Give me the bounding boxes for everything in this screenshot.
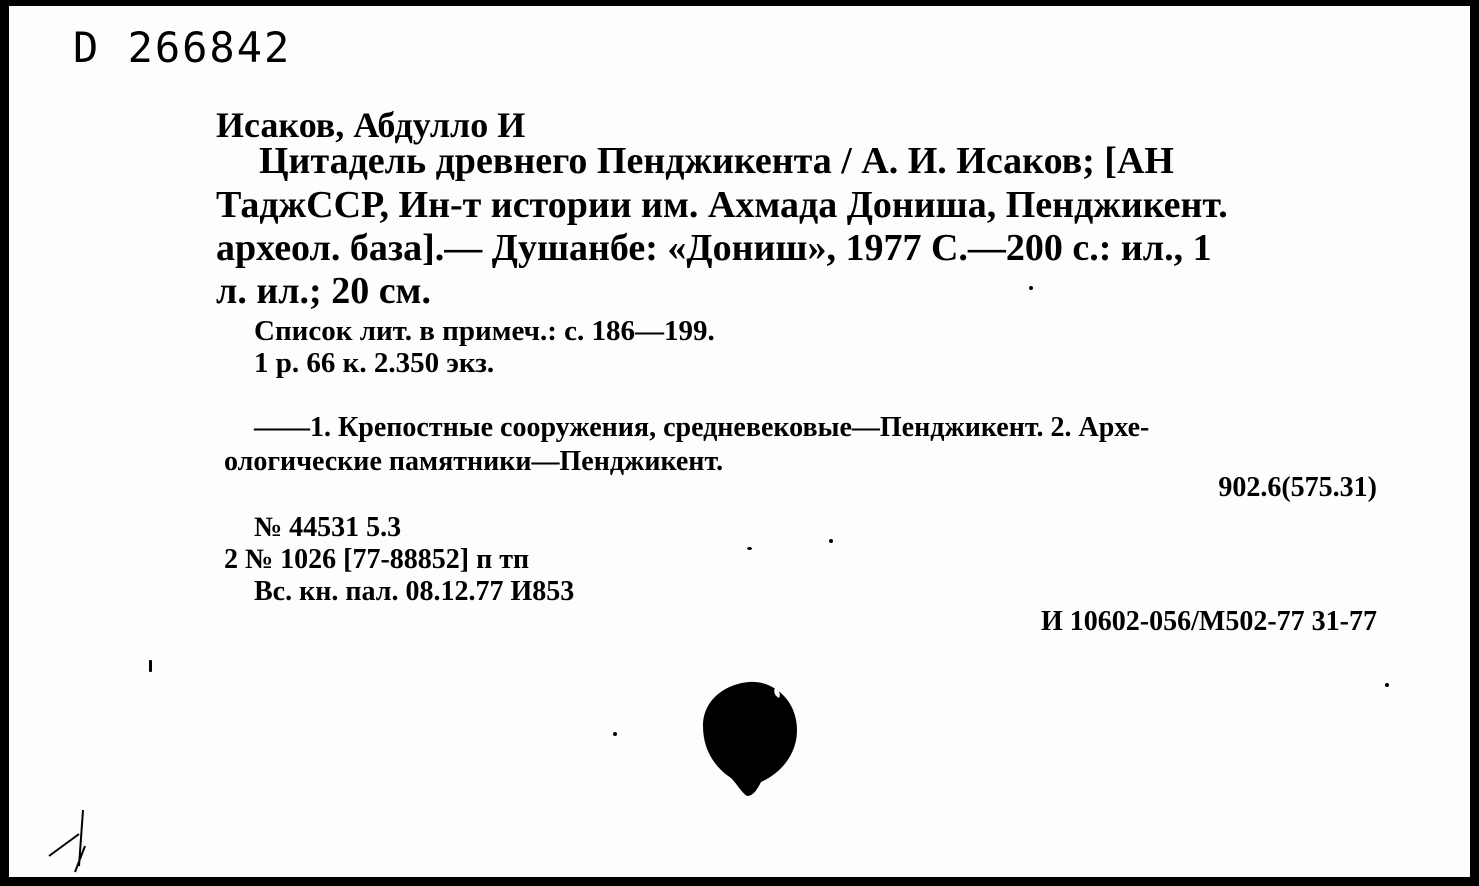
speck — [1029, 286, 1033, 290]
title-line-1: Цитадель древнего Пенджикента / А. И. Исаков; [АН — [259, 140, 1174, 182]
chamber-record: Вс. кн. пал. 08.12.77 И853 — [254, 576, 575, 607]
price-note: 1 р. 66 к. 2.350 экз. — [254, 347, 495, 379]
speck — [149, 660, 152, 672]
author-heading: Исаков, Абдулло И — [216, 105, 526, 145]
bibliography-note: Список лит. в примеч.: с. 186—199. — [254, 315, 715, 347]
subject-headings-line-2: ологические памятники—Пенджикент. — [224, 446, 724, 477]
index-code: И 10602-056/М502-77 31-77 — [1041, 606, 1377, 637]
ink-blot-icon — [701, 678, 799, 798]
record-number-1: № 44531 5.3 — [254, 512, 402, 543]
speck — [747, 547, 752, 550]
subject-headings-line-1: ——1. Крепостные сооружения, средневековые—Пенджикент. 2. Архе- — [254, 412, 1150, 443]
pencil-mark-icon — [45, 806, 105, 876]
record-number-2: 2 № 1026 [77-88852] п тп — [224, 544, 530, 575]
speck — [613, 732, 617, 736]
title-line-2: ТаджССР, Ин-т истории им. Ахмада Дониша, Пенджикент. — [216, 184, 1228, 226]
title-line-4: л. ил.; 20 см. — [216, 270, 431, 312]
speck — [1385, 683, 1389, 687]
catalog-card — [6, 3, 1473, 880]
card-id: D 266842 — [73, 23, 292, 72]
title-line-3: археол. база].— Душанбе: «Дониш», 1977 С.—200 с.: ил., 1 — [216, 227, 1212, 269]
classification-code: 902.6(575.31) — [1218, 472, 1377, 503]
speck — [829, 539, 833, 543]
